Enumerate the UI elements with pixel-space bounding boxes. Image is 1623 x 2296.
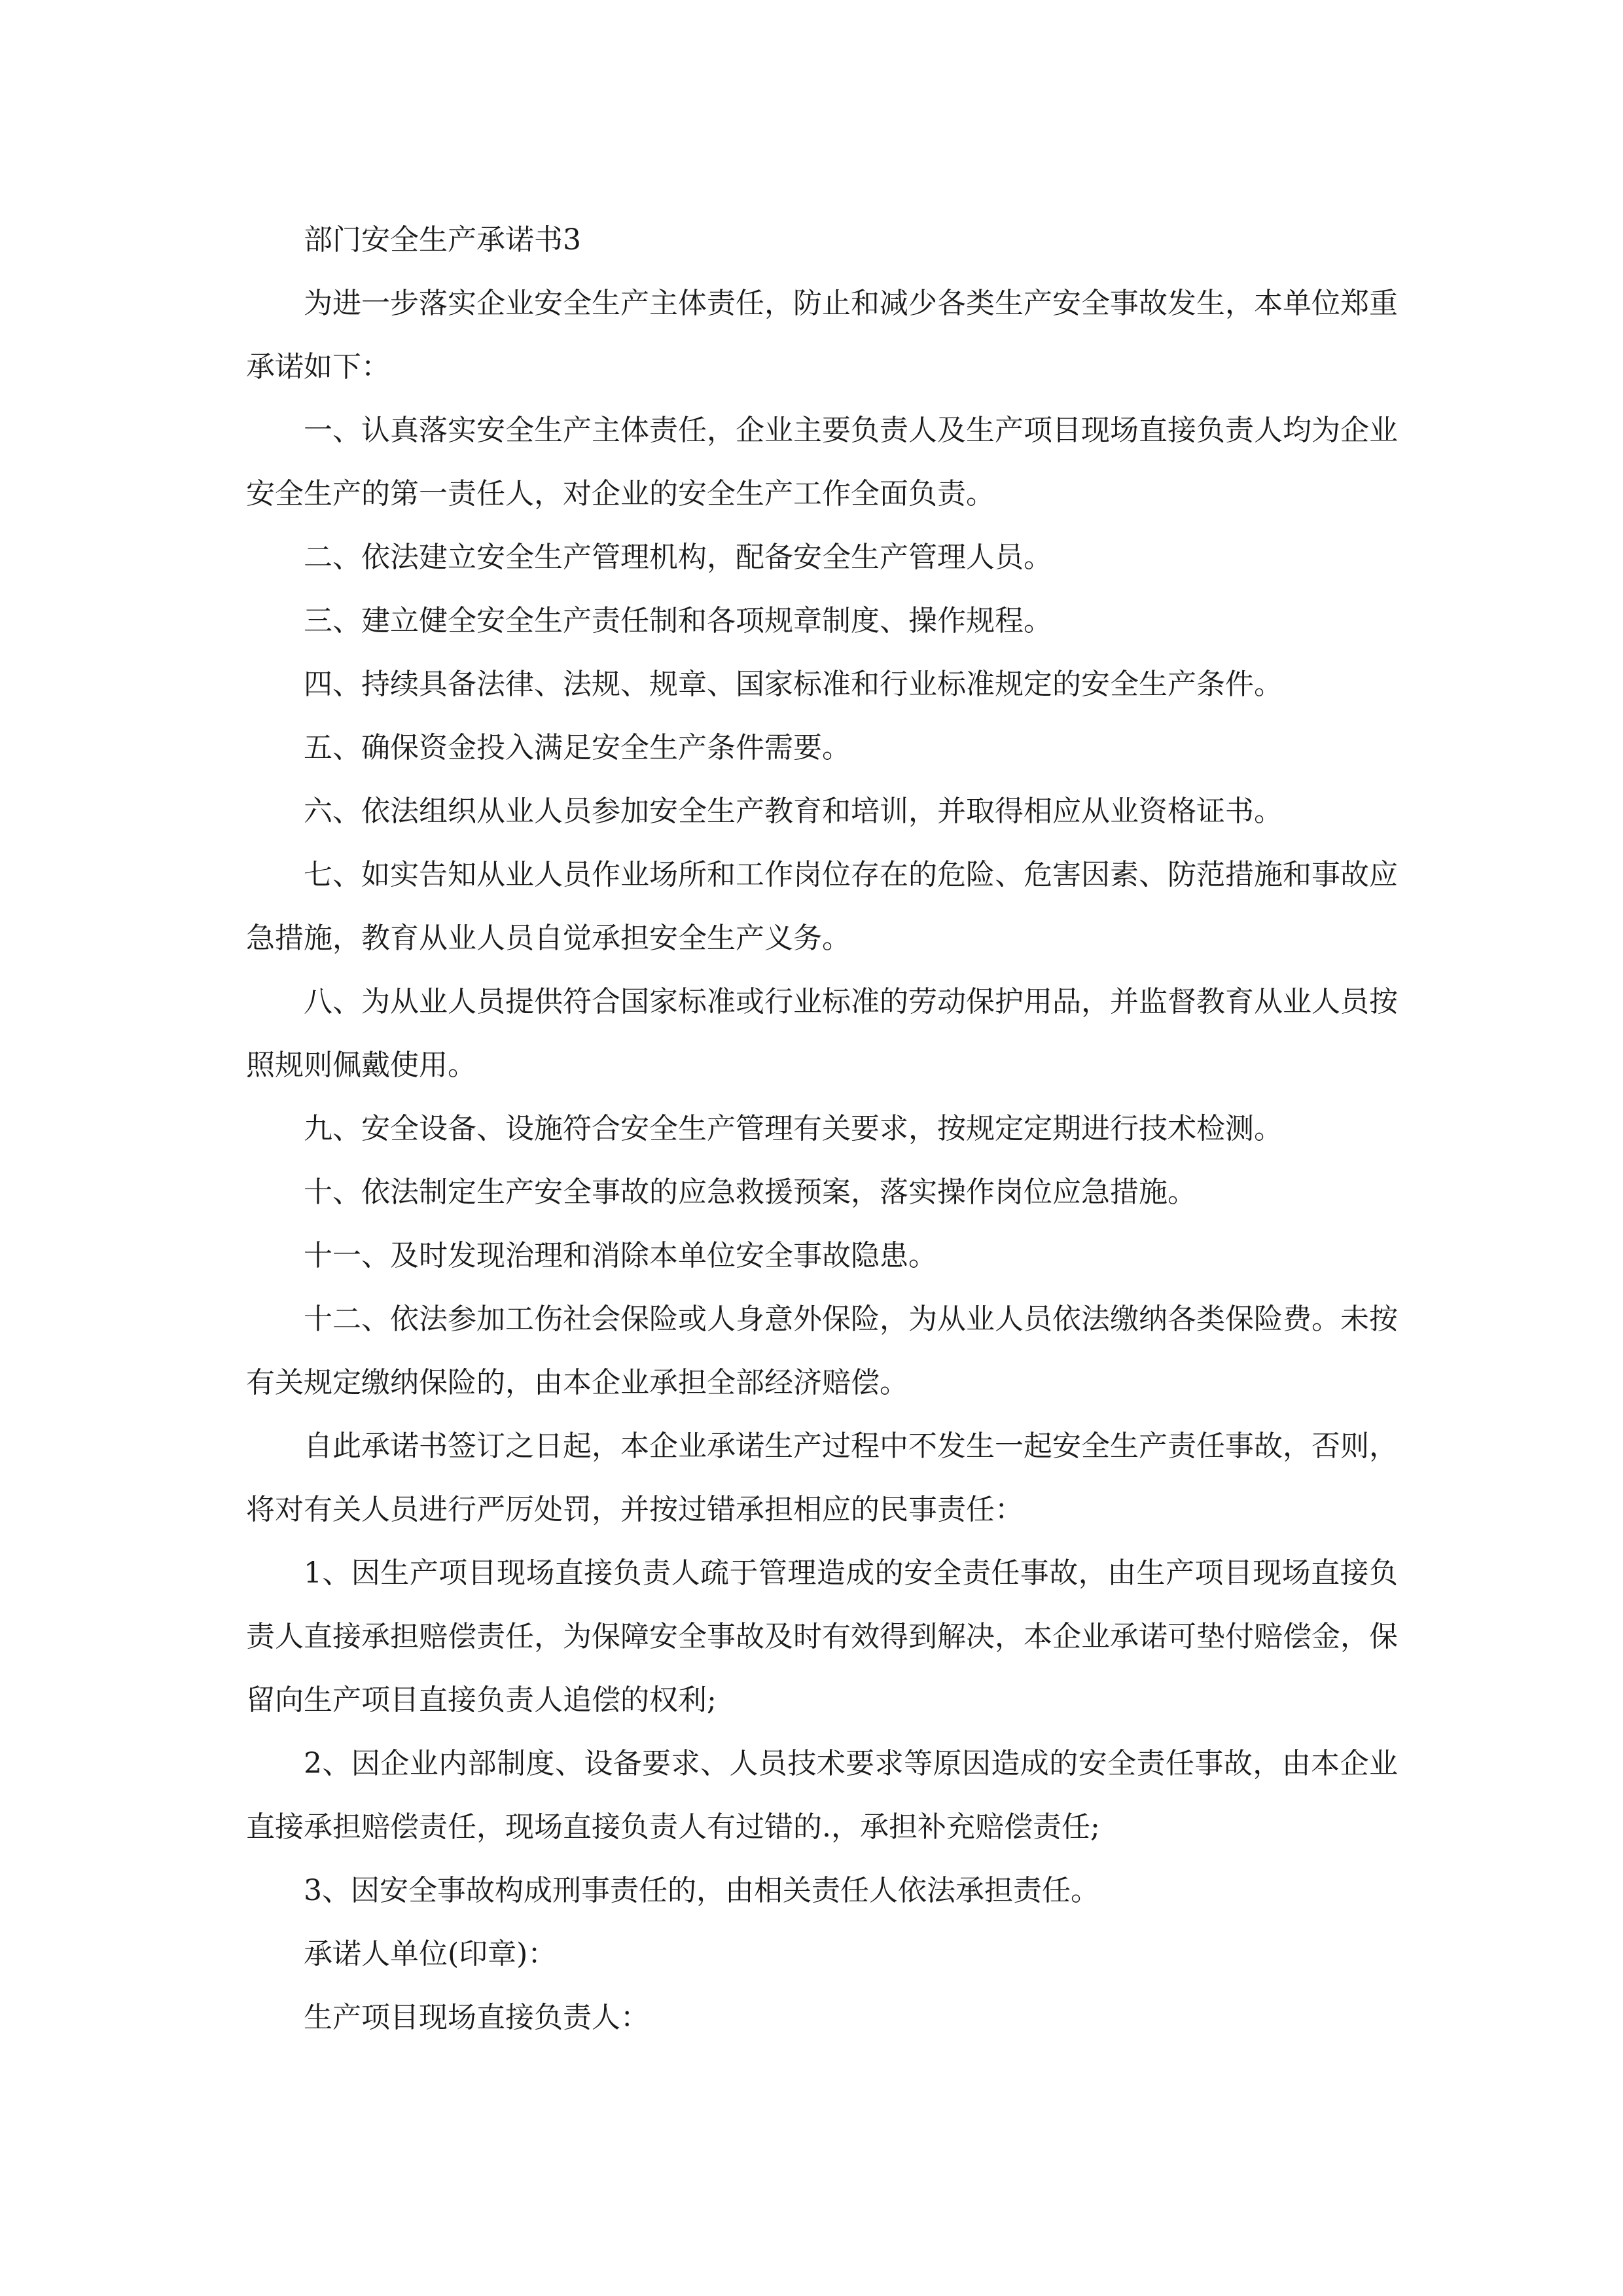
paragraph-item-1: 一、认真落实安全生产主体责任，企业主要负责人及生产项目现场直接负责人均为企业安全生产的第一责任人，对企业的安全生产工作全面负责。 [246, 414, 1398, 511]
paragraph-commitment: 自此承诺书签订之日起，本企业承诺生产过程中不发生一起安全生产责任事故，否则，将对有关人员进行严厉处罚，并按过错承担相应的民事责任： [246, 1429, 1398, 1526]
paragraph-item-10: 十、依法制定生产安全事故的应急救援预案，落实操作岗位应急措施。 [304, 1175, 1196, 1209]
paragraph-item-12: 十二、依法参加工伤社会保险或人身意外保险，为从业人员依法缴纳各类保险费。未按有关规定缴纳保险的，由本企业承担全部经济赔偿。 [246, 1302, 1398, 1399]
signature-manager-label: 生产项目现场直接负责人： [304, 2001, 649, 2034]
paragraph-liability-1: 1、因生产项目现场直接负责人疏于管理造成的安全责任事故，由生产项目现场直接负责人直接承担赔偿责任，为保障安全事故及时有效得到解决，本企业承诺可垫付赔偿金，保留向生产项目直接负责人追偿的权利; [246, 1556, 1398, 1717]
paragraph-item-8: 八、为从业人员提供符合国家标准或行业标准的劳动保护用品，并监督教育从业人员按照规则佩戴使用。 [246, 985, 1398, 1082]
paragraph-item-4: 四、持续具备法律、法规、规章、国家标准和行业标准规定的安全生产条件。 [304, 668, 1283, 701]
paragraph-item-6: 六、依法组织从业人员参加安全生产教育和培训，并取得相应从业资格证书。 [304, 795, 1283, 828]
paragraph-intro: 为进一步落实企业安全生产主体责任，防止和减少各类生产安全事故发生，本单位郑重承诺如下： [246, 287, 1398, 384]
paragraph-item-11: 十一、及时发现治理和消除本单位安全事故隐患。 [304, 1239, 937, 1272]
paragraph-liability-3: 3、因安全事故构成刑事责任的，由相关责任人依法承担责任。 [304, 1874, 1099, 1907]
paragraph-item-5: 五、确保资金投入满足安全生产条件需要。 [304, 731, 851, 764]
signature-unit-label: 承诺人单位(印章)： [304, 1937, 557, 1971]
paragraph-item-2: 二、依法建立安全生产管理机构，配备安全生产管理人员。 [304, 541, 1052, 574]
paragraph-item-7: 七、如实告知从业人员作业场所和工作岗位存在的危险、危害因素、防范措施和事故应急措施，教育从业人员自觉承担安全生产义务。 [246, 858, 1398, 955]
paragraph-liability-2: 2、因企业内部制度、设备要求、人员技术要求等原因造成的安全责任事故，由本企业直接承担赔偿责任，现场直接负责人有过错的.，承担补充赔偿责任; [246, 1747, 1398, 1844]
paragraph-item-9: 九、安全设备、设施符合安全生产管理有关要求，按规定定期进行技术检测。 [304, 1112, 1283, 1145]
paragraph-item-3: 三、建立健全安全生产责任制和各项规章制度、操作规程。 [304, 604, 1052, 637]
document-title: 部门安全生产承诺书3 [304, 223, 581, 257]
document-body [246, 208, 1398, 2049]
